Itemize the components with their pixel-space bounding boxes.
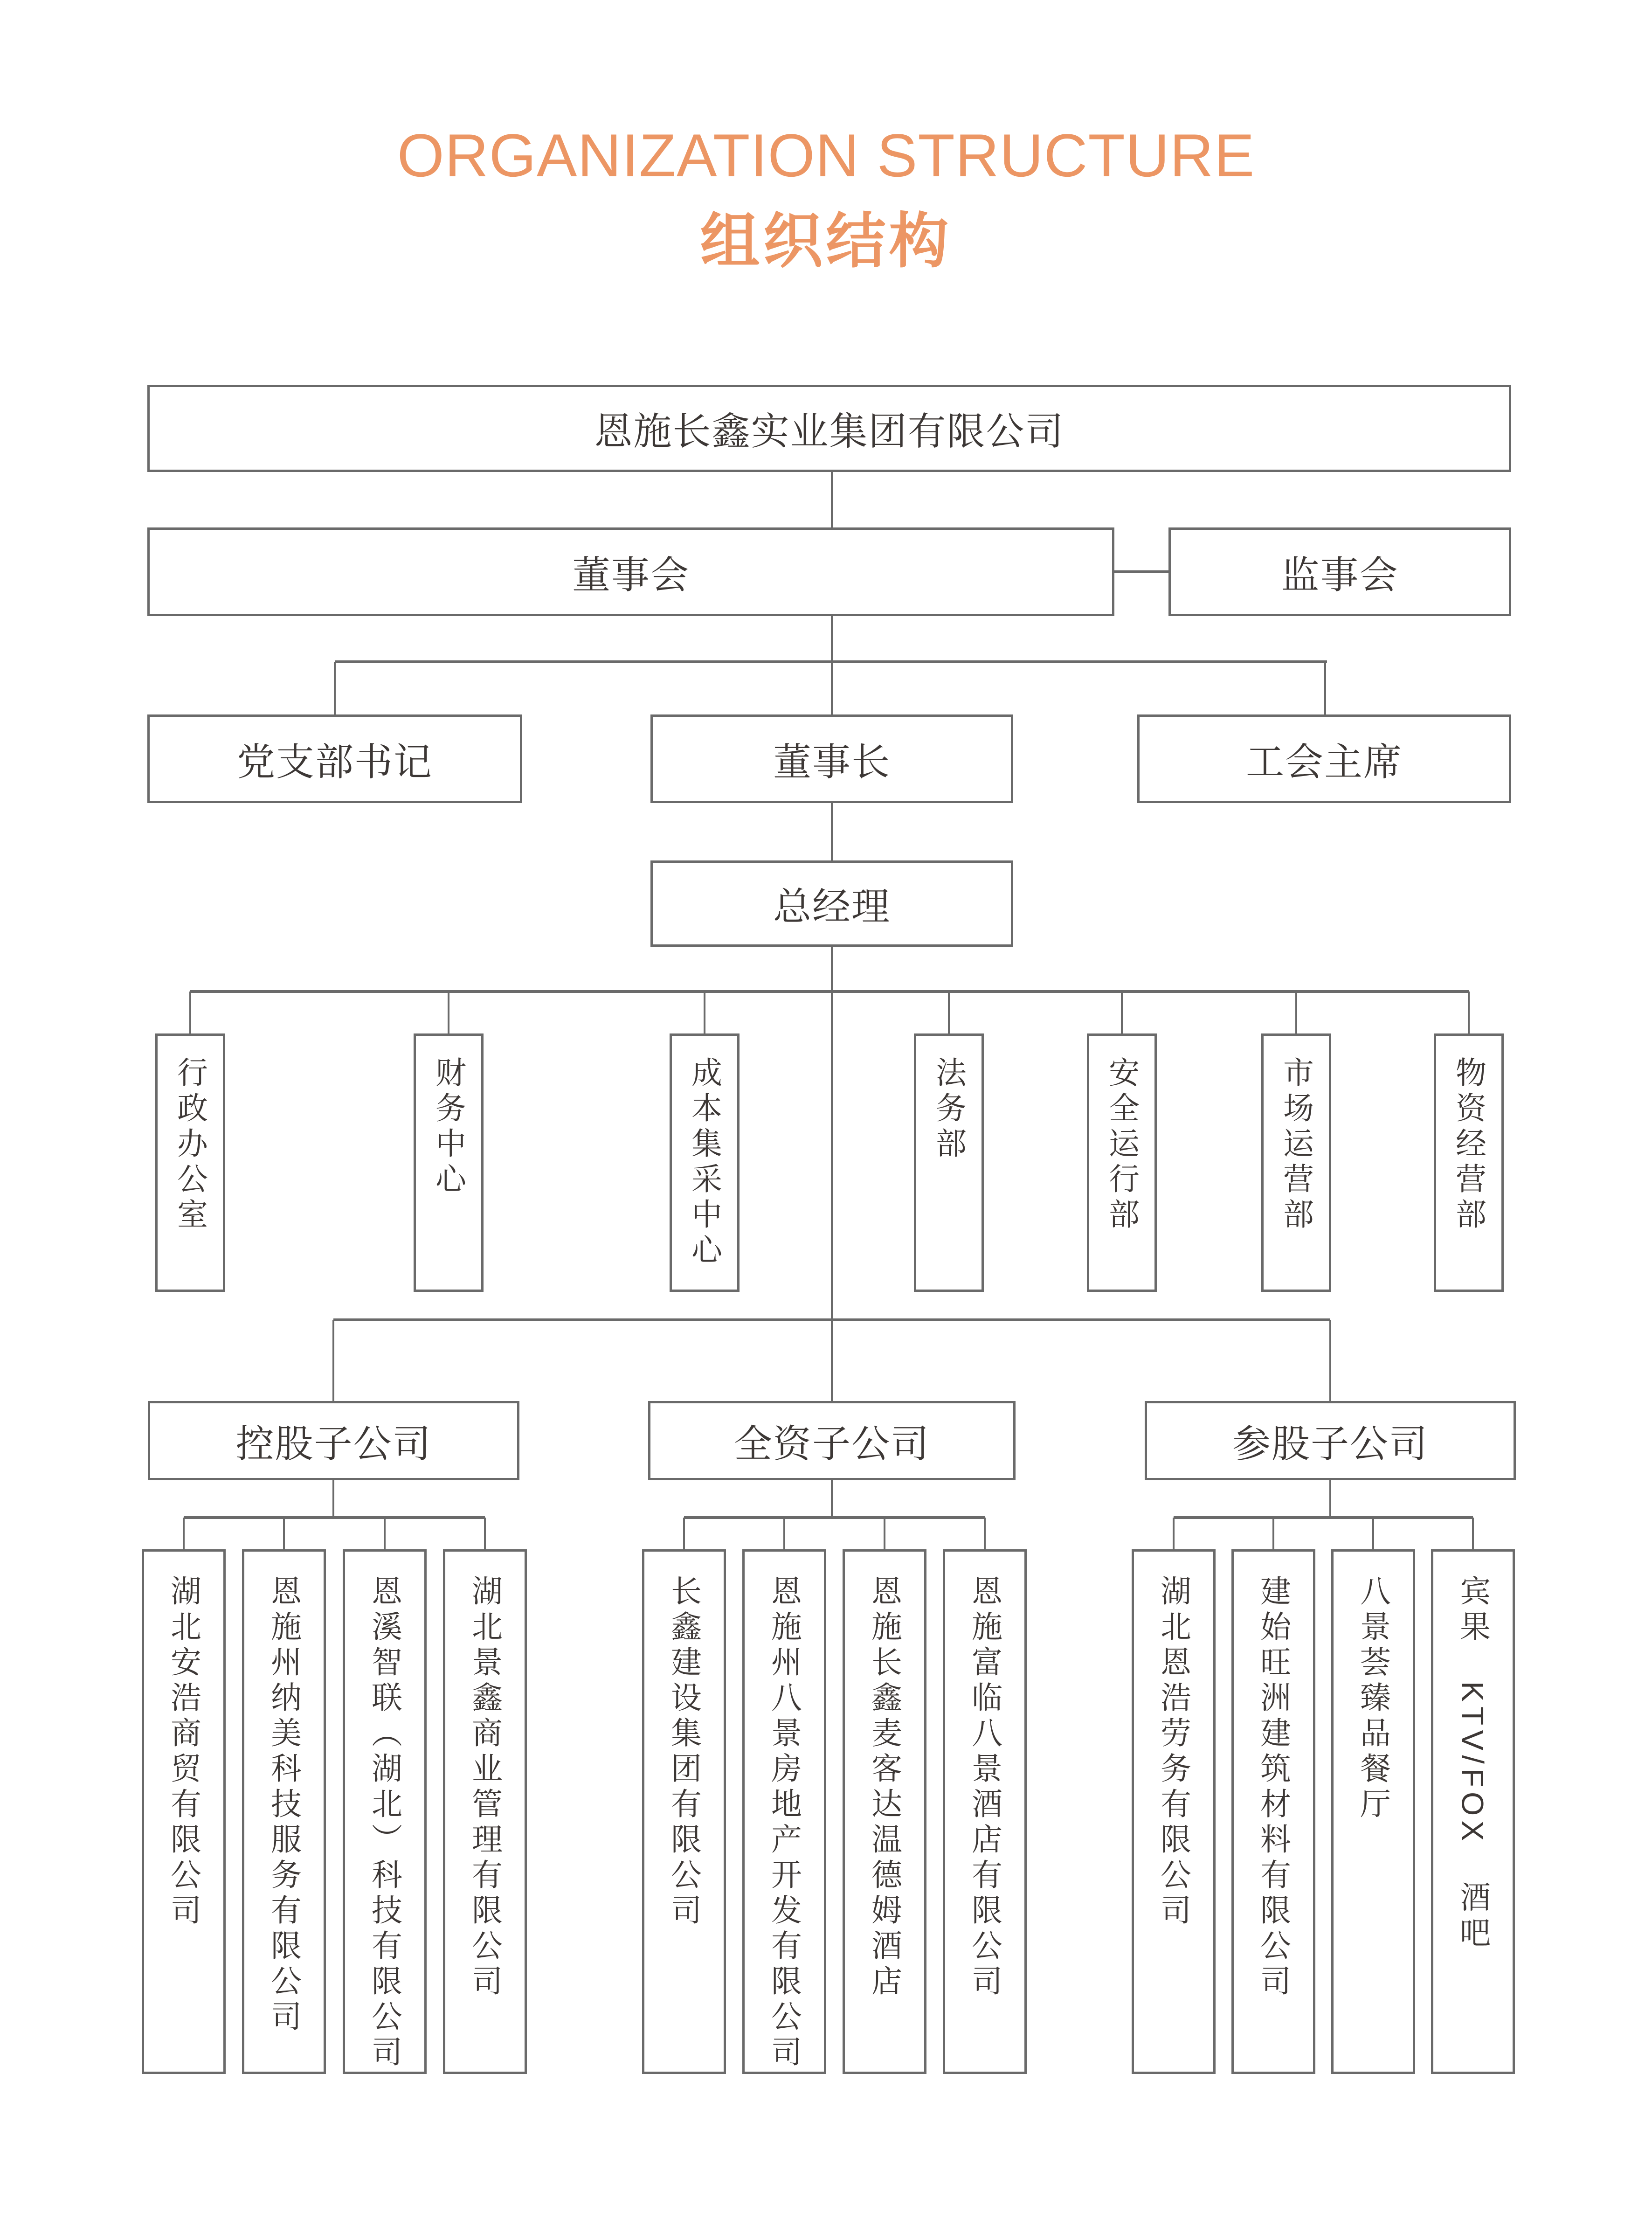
connector-children-group-0 xyxy=(184,1516,485,1519)
connector-board-down xyxy=(831,616,833,662)
connector-drop-company-2-1 xyxy=(1272,1518,1274,1549)
node-company-1-0-label: 长鑫建设集团有限公司 xyxy=(666,1575,701,1929)
connector-drop-company-0-1 xyxy=(283,1518,285,1549)
node-board-of-directors xyxy=(147,527,1114,616)
node-dept-market-operation-label: 市场运营部 xyxy=(1279,1056,1313,1234)
connector-drop-dept-0 xyxy=(189,992,191,1033)
node-supervisory-board-label: 监事会 xyxy=(1281,554,1399,596)
node-dept-market-operation xyxy=(1261,1033,1331,1292)
connector-drop-dept-5 xyxy=(1295,992,1297,1033)
connector-stem-group-2 xyxy=(1329,1480,1331,1518)
node-chairman xyxy=(650,714,1013,803)
connector-root-board xyxy=(831,472,833,527)
node-company-0-3-label: 湖北景鑫商业管理有限公司 xyxy=(467,1575,502,2000)
node-company-0-1 xyxy=(242,1549,326,2074)
node-dept-legal-label: 法务部 xyxy=(931,1056,966,1163)
node-root-company-label: 恩施长鑫实业集团有限公司 xyxy=(594,410,1064,453)
node-company-0-3 xyxy=(443,1549,527,2074)
connector-stem-group-0 xyxy=(332,1480,334,1518)
node-dept-cost-procurement-center xyxy=(670,1033,740,1292)
node-company-2-3 xyxy=(1431,1549,1515,2074)
connector-department-row xyxy=(190,990,1469,993)
connector-drop-dept-4 xyxy=(1121,992,1123,1033)
node-company-0-0-label: 湖北安浩商贸有限公司 xyxy=(166,1575,201,1929)
node-company-1-2-label: 恩施长鑫麦客达温德姆酒店 xyxy=(867,1575,902,2000)
node-group-holding-subsidiaries xyxy=(148,1401,519,1480)
node-board-of-directors-label: 董事会 xyxy=(572,554,690,596)
connector-drop-company-1-0 xyxy=(683,1518,685,1549)
connector-drop-dept-1 xyxy=(448,992,449,1033)
node-party-branch-secretary-label: 党支部书记 xyxy=(236,741,433,784)
node-company-1-1 xyxy=(742,1549,826,2074)
node-company-0-2 xyxy=(343,1549,427,2074)
node-union-chairman xyxy=(1137,714,1511,803)
page-title-en: ORGANIZATION STRUCTURE xyxy=(397,121,1255,189)
connector-children-group-1 xyxy=(684,1516,985,1519)
node-supervisory-board xyxy=(1168,527,1511,616)
connector-drop-company-2-2 xyxy=(1372,1518,1374,1549)
node-group-equity-subsidiaries xyxy=(1145,1401,1516,1480)
node-dept-cost-procurement-center-label: 成本集采中心 xyxy=(687,1056,722,1269)
node-party-branch-secretary xyxy=(147,714,522,803)
connector-drop-company-1-1 xyxy=(783,1518,785,1549)
node-group-holding-subsidiaries-label: 控股子公司 xyxy=(235,1422,432,1465)
node-general-manager xyxy=(650,860,1013,947)
node-group-equity-subsidiaries-label: 参股子公司 xyxy=(1232,1422,1428,1465)
connector-drop-party xyxy=(334,662,336,714)
node-union-chairman-label: 工会主席 xyxy=(1245,741,1403,784)
node-group-wholly-owned-subsidiaries xyxy=(648,1401,1016,1480)
connector-drop-company-2-0 xyxy=(1173,1518,1175,1549)
connector-drop-dept-6 xyxy=(1468,992,1470,1033)
node-company-2-1-label: 建始旺洲建筑材料有限公司 xyxy=(1256,1575,1291,2000)
node-dept-finance-center xyxy=(414,1033,484,1292)
connector-chairman-gm xyxy=(831,803,833,860)
node-company-2-3-label: 宾果 KTV/FOX 酒吧 xyxy=(1455,1575,1490,1952)
connector-drop-union xyxy=(1324,662,1326,714)
node-company-0-0 xyxy=(142,1549,226,2074)
node-chairman-label: 董事长 xyxy=(773,741,891,784)
node-company-2-2 xyxy=(1331,1549,1415,2074)
connector-gm-spine xyxy=(831,945,833,1320)
node-company-1-3 xyxy=(943,1549,1027,2074)
connector-drop-chairman xyxy=(831,662,833,714)
node-dept-material-management-label: 物资经营部 xyxy=(1451,1056,1486,1234)
node-dept-legal xyxy=(914,1033,984,1292)
connector-drop-company-0-3 xyxy=(484,1518,486,1549)
connector-drop-company-2-3 xyxy=(1472,1518,1474,1549)
connector-drop-group-0 xyxy=(332,1320,334,1401)
connector-drop-company-1-2 xyxy=(884,1518,885,1549)
node-company-0-2-label: 恩溪智联（湖北）科技有限公司 xyxy=(367,1575,402,2071)
node-company-1-3-label: 恩施富临八景酒店有限公司 xyxy=(967,1575,1002,2000)
node-group-wholly-owned-subsidiaries-label: 全资子公司 xyxy=(733,1422,930,1465)
connector-drop-company-1-3 xyxy=(984,1518,986,1549)
node-company-2-0-label: 湖北恩浩劳务有限公司 xyxy=(1156,1575,1191,1929)
connector-drop-dept-2 xyxy=(704,992,705,1033)
node-company-1-1-label: 恩施州八景房地产开发有限公司 xyxy=(767,1575,802,2071)
node-company-1-2 xyxy=(843,1549,926,2074)
connector-drop-company-0-2 xyxy=(384,1518,386,1549)
node-dept-finance-center-label: 财务中心 xyxy=(431,1056,466,1198)
node-company-2-0 xyxy=(1132,1549,1216,2074)
node-dept-admin-office-label: 行政办公室 xyxy=(173,1056,207,1234)
node-dept-admin-office xyxy=(155,1033,225,1292)
node-company-2-2-label: 八景荟臻品餐厅 xyxy=(1355,1575,1390,1823)
connector-drop-dept-3 xyxy=(948,992,950,1033)
node-company-2-1 xyxy=(1231,1549,1315,2074)
connector-drop-group-2 xyxy=(1329,1320,1331,1401)
node-dept-material-management xyxy=(1434,1033,1504,1292)
connector-children-group-2 xyxy=(1174,1516,1473,1519)
node-root-company xyxy=(147,385,1511,472)
node-dept-safety-operation xyxy=(1087,1033,1157,1292)
node-dept-safety-operation-label: 安全运行部 xyxy=(1104,1056,1139,1234)
connector-drop-group-1 xyxy=(831,1320,833,1401)
connector-stem-group-1 xyxy=(831,1480,833,1518)
connector-drop-company-0-0 xyxy=(183,1518,185,1549)
node-company-0-1-label: 恩施州纳美科技服务有限公司 xyxy=(266,1575,301,2036)
node-company-1-0 xyxy=(642,1549,726,2074)
node-general-manager-label: 总经理 xyxy=(773,886,891,928)
page-title-zh: 组织结构 xyxy=(700,208,952,275)
connector-board-supervisory xyxy=(1114,570,1168,573)
